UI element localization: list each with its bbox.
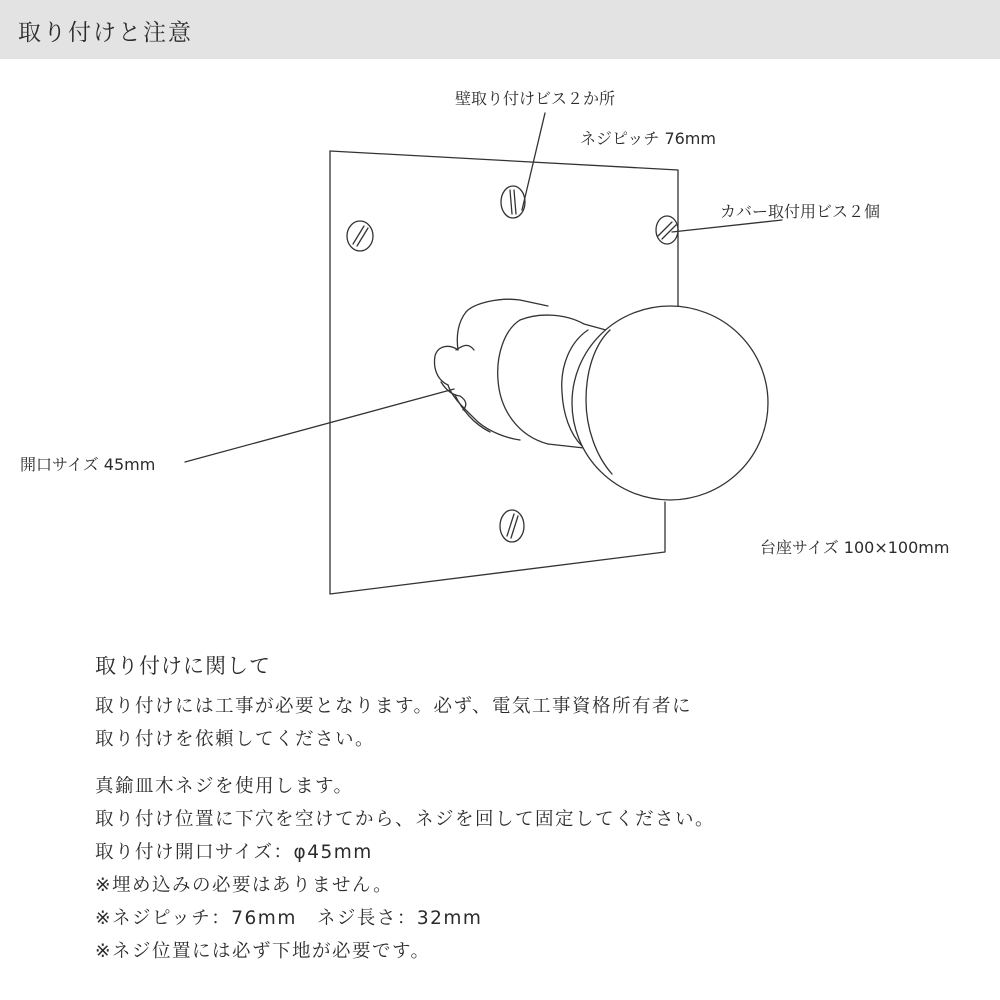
installation-notes (95, 650, 975, 968)
ball-knob (572, 306, 768, 500)
page-title: 取り付けと注意 (18, 20, 193, 46)
notes-line: 取り付け位置に下穴を空けてから、ネジを回して固定してください。 (95, 809, 716, 830)
header-bar (0, 0, 1000, 59)
label-cover-screws: カバー取付用ビス２個 (720, 202, 881, 221)
screw-bottom-icon (500, 510, 524, 542)
notes-line: 取り付け開口サイズ：φ45mm (95, 842, 373, 863)
screw-top-icon (501, 186, 525, 218)
base-plate-top-edge (330, 151, 678, 308)
notes-line: ※ネジピッチ：76mm ネジ長さ：32mm (95, 908, 483, 929)
notes-line: ※埋め込みの必要はありません。 (95, 875, 394, 896)
notes-line: 取り付けを依頼してください。 (95, 729, 376, 750)
notes-line: 真鍮皿木ネジを使用します。 (95, 776, 354, 797)
socket-collar (435, 299, 548, 440)
screw-right-icon (656, 216, 678, 244)
leader-opening-size (185, 389, 454, 462)
notes-line: ※ネジ位置には必ず下地が必要です。 (95, 941, 431, 962)
label-wall-screws: 壁取り付けビス２か所 (455, 89, 616, 108)
notes-line: 取り付けには工事が必要となります。必ず、電気工事資格所有者に (95, 696, 693, 717)
notes-heading: 取り付けに関して (95, 654, 271, 678)
mounting-diagram (0, 59, 1000, 639)
label-base-size: 台座サイズ 100×100mm (760, 538, 950, 557)
screw-left-icon (347, 221, 373, 251)
label-screw-pitch: ネジピッチ 76mm (580, 129, 716, 148)
label-opening-size: 開口サイズ 45mm (20, 455, 156, 474)
